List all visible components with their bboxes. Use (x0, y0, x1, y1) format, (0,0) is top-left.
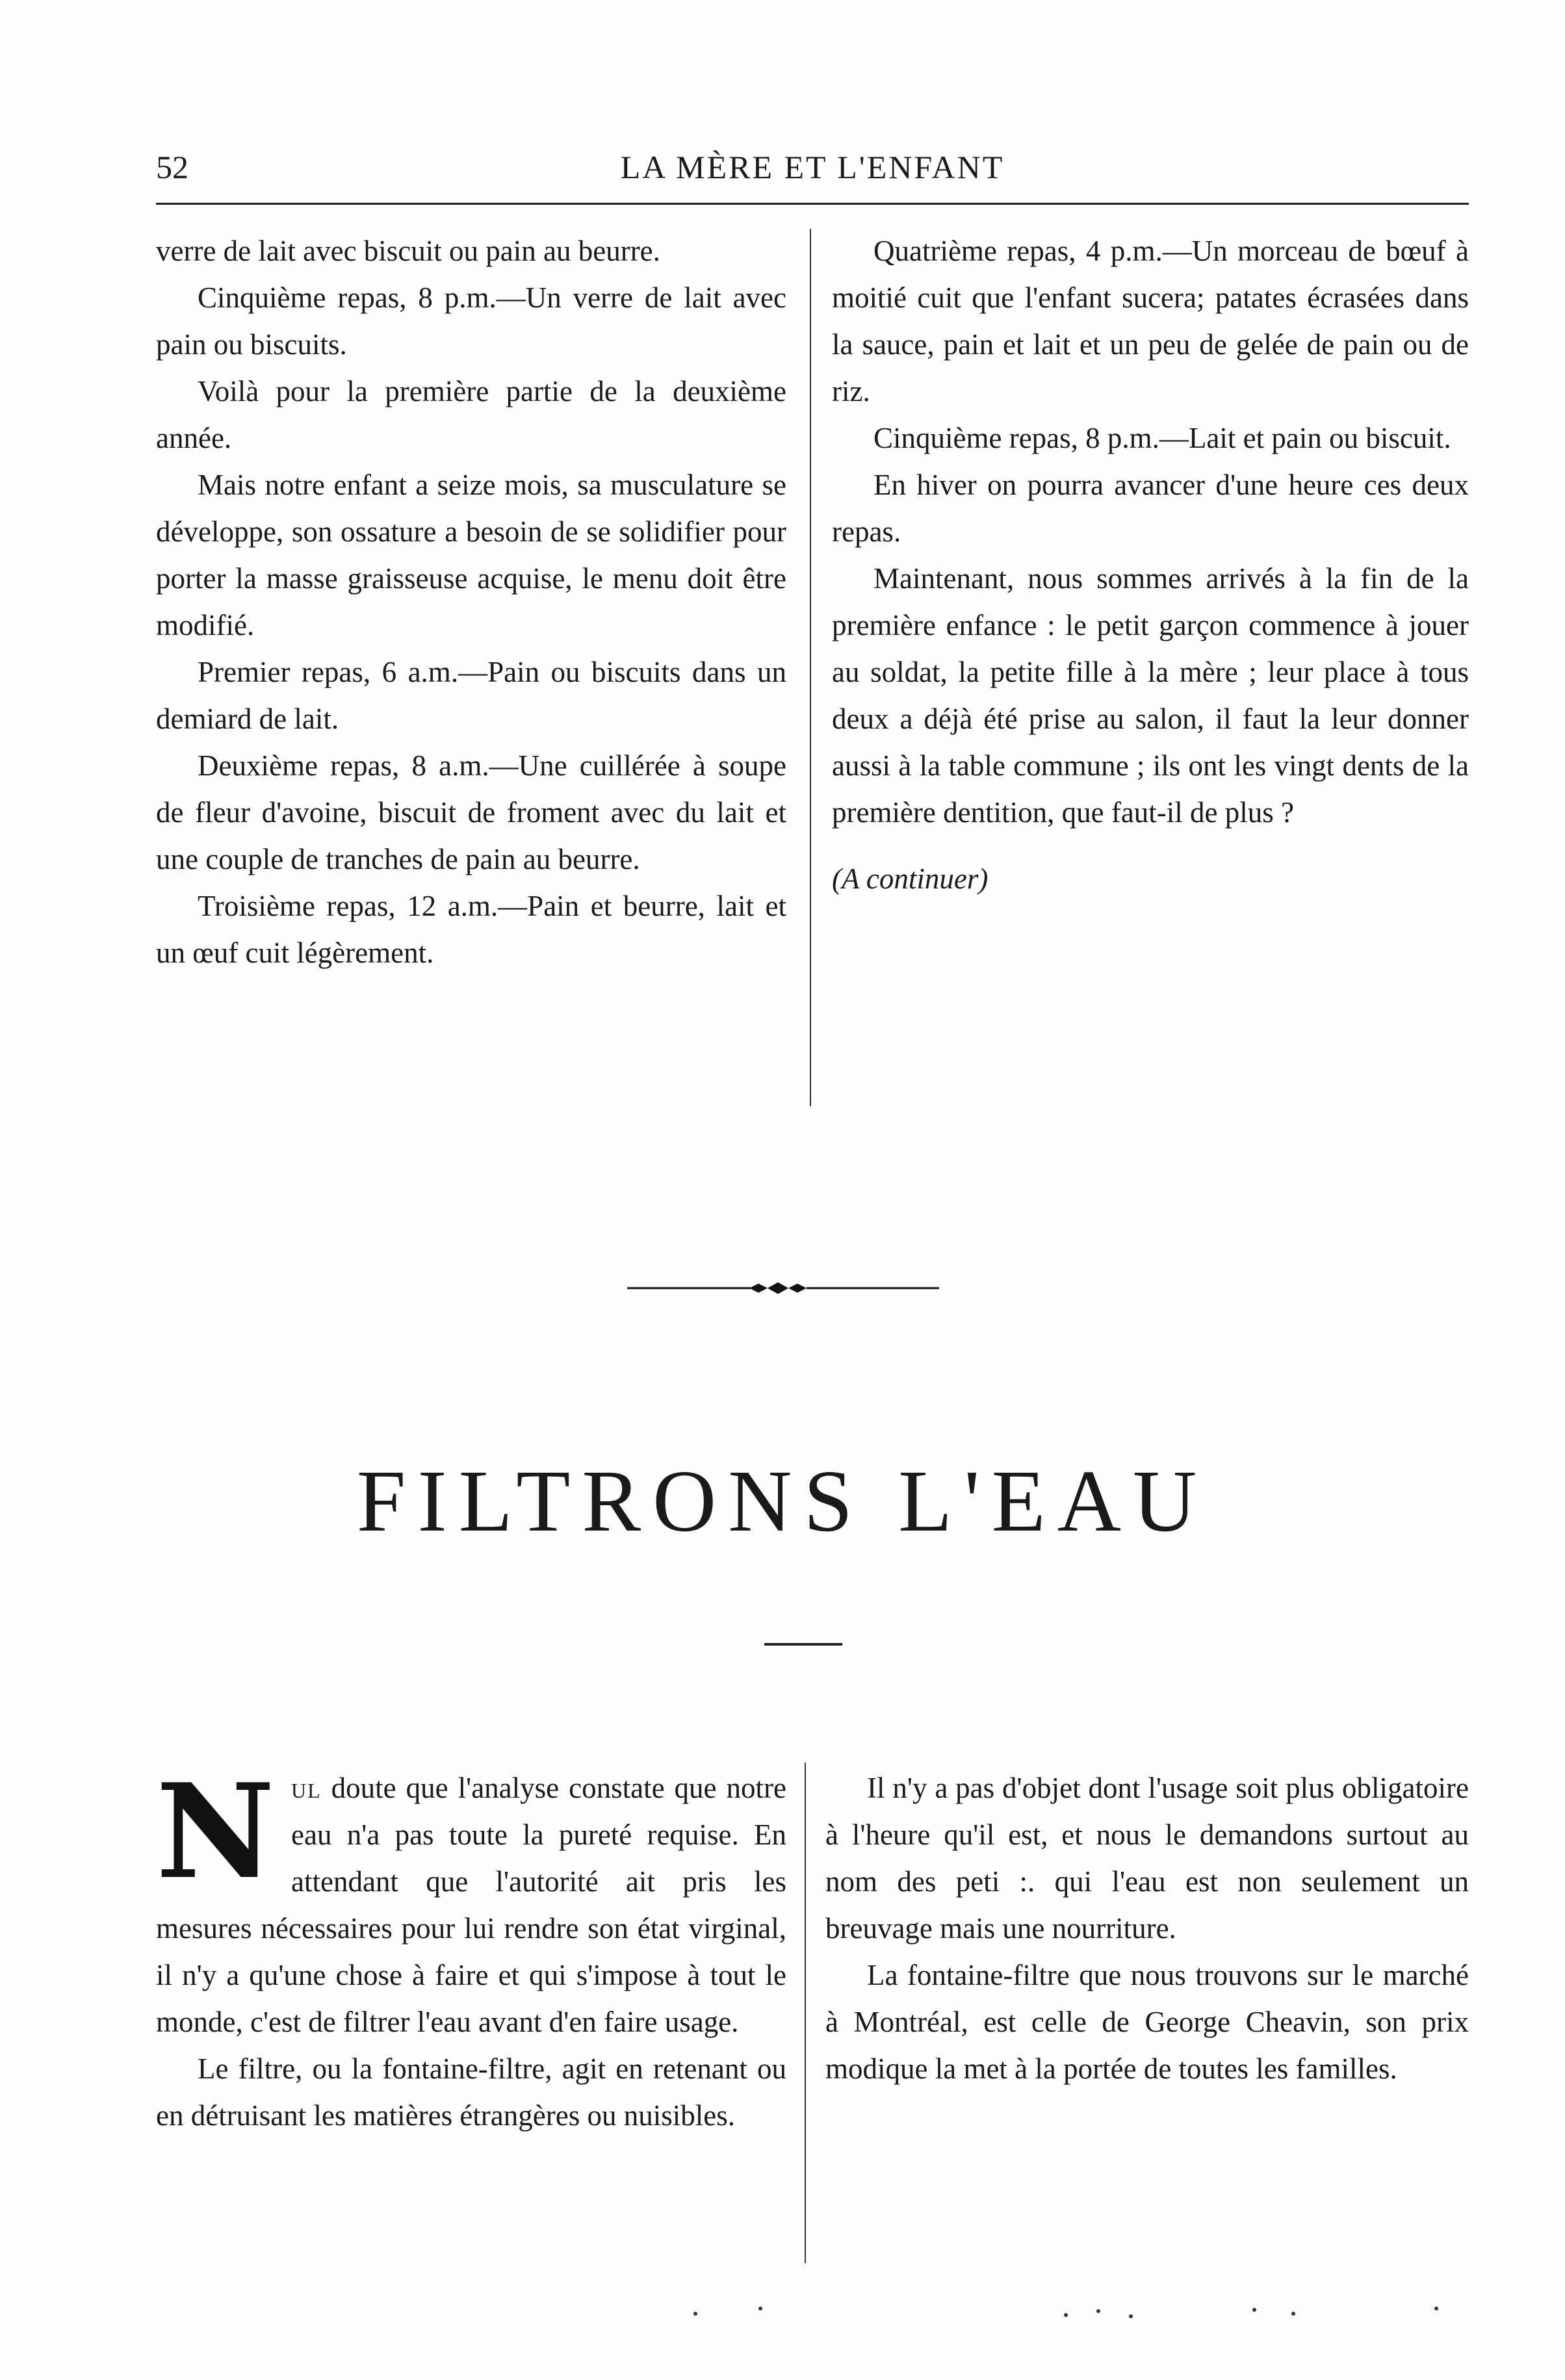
paragraph: Il n'y a pas d'objet dont l'usage soit plus obligatoire à l'heure qu'il est, et nous le demandons surtout au nom des peti :. qui l'eau est non seulement un breuvage mais une nourriture. (825, 1772, 1469, 1945)
paragraph: Troisième repas, 12 a.m.—Pain et beurre, lait et un œuf cuit légèrement. (156, 890, 786, 969)
continued-note: (A continuer) (832, 862, 989, 895)
article-first-paragraph (156, 1755, 786, 2045)
paragraph: verre de lait avec biscuit ou pain au beurre. (156, 235, 660, 267)
paragraph: Quatrième repas, 4 p.m.—Un morceau de bœuf à moitié cuit que l'enfant sucera; patates écrasées dans la sauce, pain et lait et un peu de gelée de pain ou de riz. (832, 235, 1469, 407)
title-rule (764, 1643, 842, 1646)
running-head (156, 148, 1469, 194)
section-ornament (627, 1280, 939, 1296)
paragraph: Premier repas, 6 a.m.—Pain ou biscuits dans un demiard de lait. (156, 656, 786, 735)
column-divider (810, 229, 811, 1106)
article-title: FILTRONS L'EAU (356, 1453, 1209, 1550)
paragraph: Mais notre enfant a seize mois, sa musculature se développe, son ossature a besoin de se solidifier pour porter la masse graisseuse acquise, le menu doit être modifié. (156, 469, 786, 641)
paragraph: Cinquième repas, 8 p.m.—Un verre de lait avec pain ou biscuits. (156, 281, 786, 361)
paragraph: En hiver on pourra avancer d'une heure ces deux repas. (832, 469, 1469, 548)
top-right-column (832, 227, 1469, 902)
first-word-rest: ul (291, 1772, 322, 1804)
print-specks (650, 2301, 1495, 2327)
drop-cap: N (156, 1755, 275, 1908)
column-divider (805, 1763, 806, 2263)
top-left-column (156, 227, 786, 976)
paragraph: Cinquième repas, 8 p.m.—Lait et pain ou biscuit. (873, 422, 1451, 454)
paragraph: Deuxième repas, 8 a.m.—Une cuillérée à soupe de fleur d'avoine, biscuit de froment avec du lait et une couple de tranches de pain au beurre. (156, 749, 786, 875)
paragraph-text: doute que l'analyse constate que notre eau n'a pas toute la pureté requise. En attendant que l'autorité ait pris les mesures nécessaires pour lui rendre son état virginal, il n'y a qu'une chose à faire et qui s'impose à tout le monde, c'est de filtrer l'eau avant d'en faire usage. (156, 1772, 786, 2038)
article-right-column (825, 1765, 1469, 2092)
article-left-column (156, 1755, 786, 2139)
paragraph: La fontaine-filtre que nous trouvons sur le marché à Montréal, est celle de George Cheavin, son prix modique la met à la portée de toutes les familles. (825, 1959, 1469, 2085)
page-number: 52 (156, 149, 188, 185)
journal-title: LA MÈRE ET L'ENFANT (620, 149, 1005, 185)
paragraph: Maintenant, nous sommes arrivés à la fin de la première enfance : le petit garçon commence à jouer au soldat, la petite fille à la mère ; leur place à tous deux a déjà été prise au salon, il faut la leur donner aussi à la table commune ; ils ont les vingt dents de la première dentition, que faut-il de plus ? (832, 562, 1469, 829)
paragraph: Le filtre, ou la fontaine-filtre, agit en retenant ou en détruisant les matières étrangères ou nuisibles. (156, 2052, 786, 2132)
paragraph: Voilà pour la première partie de la deuxième année. (156, 375, 786, 454)
header-rule (156, 203, 1469, 205)
